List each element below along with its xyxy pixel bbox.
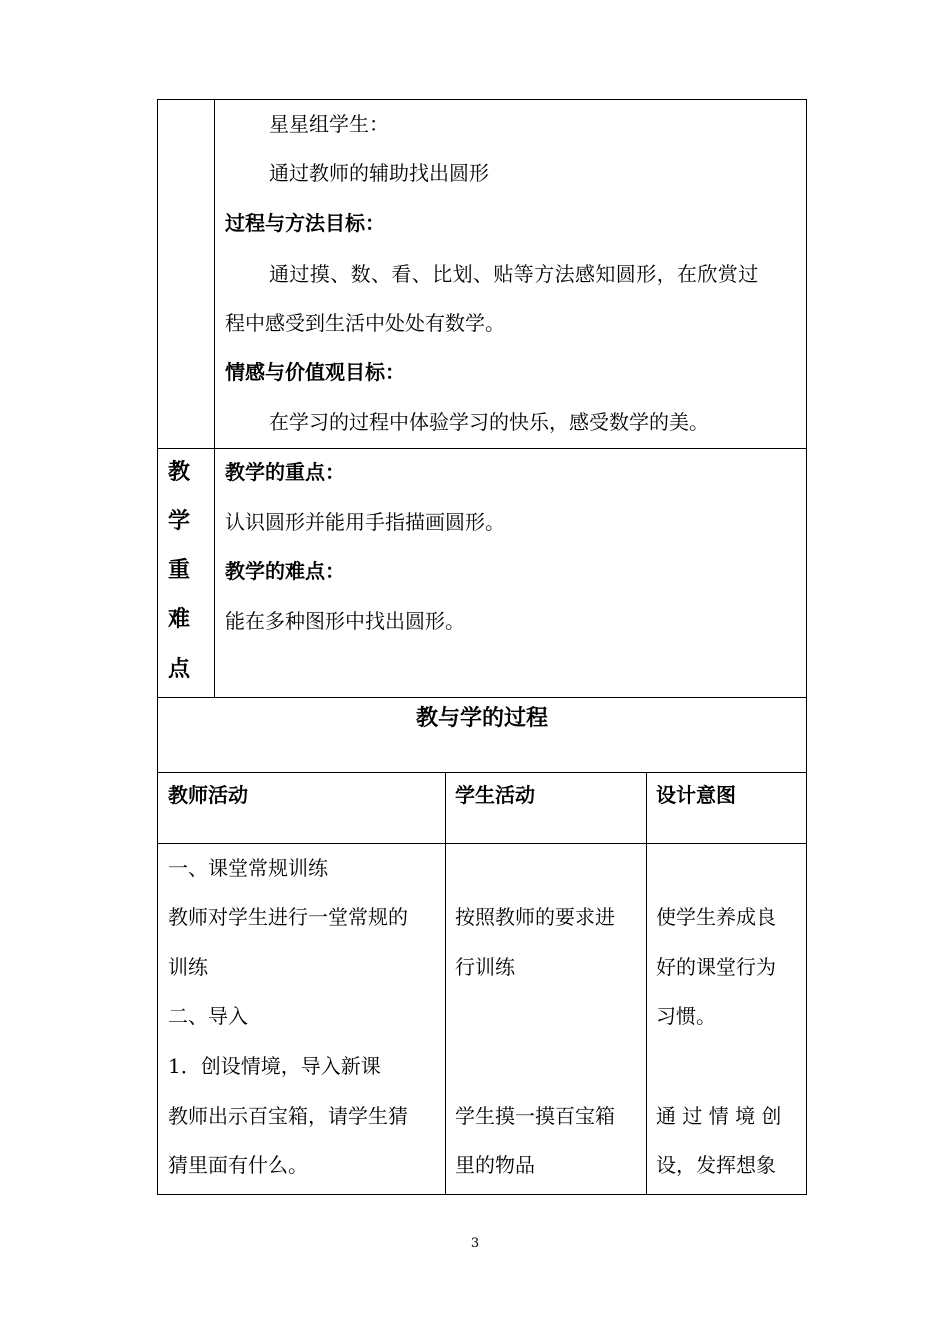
side-label-char-2: 学: [168, 508, 191, 534]
intent-line: 通 过 情 境 创: [656, 1104, 782, 1128]
student-line: 按照教师的要求进: [455, 905, 615, 929]
process-method-line-1: 通过摸、数、看、比划、贴等方法感知圆形，在欣赏过: [269, 262, 759, 286]
column-divider-1: [445, 772, 446, 1195]
row-divider-keypoints: [157, 697, 807, 698]
row-divider-column-headers: [157, 843, 807, 844]
teaching-focus-text: 认识圆形并能用手指描画圆形。: [225, 510, 505, 534]
table-right-border: [806, 99, 807, 1195]
column-header-intent: 设计意图: [656, 783, 736, 807]
student-line: 行训练: [455, 955, 515, 979]
table-bottom-border: [157, 1194, 807, 1195]
teaching-difficulty-text: 能在多种图形中找出圆形。: [225, 609, 465, 633]
teacher-line: 教师出示百宝箱，请学生猜: [168, 1104, 408, 1128]
teacher-line: 猜里面有什么。: [168, 1153, 308, 1177]
intent-line: 使学生养成良: [656, 905, 776, 929]
teacher-line: 训练: [168, 955, 208, 979]
row-divider-process-title: [157, 772, 807, 773]
student-line: 里的物品: [455, 1153, 535, 1177]
side-label-char-4: 难: [168, 606, 191, 632]
intent-line: 习惯。: [656, 1004, 716, 1028]
star-group-label: 星星组学生：: [269, 112, 389, 136]
teaching-focus-heading: 教学的重点：: [225, 460, 345, 484]
side-label-divider: [214, 99, 215, 698]
student-line: 学生摸一摸百宝箱: [455, 1104, 615, 1128]
row-divider-goals: [157, 448, 807, 449]
emotion-values-heading: 情感与价值观目标：: [225, 360, 405, 384]
side-label-char-5: 点: [168, 656, 191, 682]
teacher-line: 二、导入: [168, 1004, 248, 1028]
process-method-heading: 过程与方法目标：: [225, 211, 385, 235]
column-header-student: 学生活动: [455, 783, 535, 807]
column-header-teacher: 教师活动: [168, 783, 248, 807]
emotion-values-text: 在学习的过程中体验学习的快乐，感受数学的美。: [269, 410, 709, 434]
teaching-difficulty-heading: 教学的难点：: [225, 559, 345, 583]
intent-line: 设，发挥想象: [656, 1153, 776, 1177]
table-left-border: [157, 99, 158, 1195]
page-number: 3: [470, 1236, 480, 1251]
table-top-border: [157, 99, 807, 100]
process-method-line-2: 程中感受到生活中处处有数学。: [225, 311, 505, 335]
teacher-line: 教师对学生进行一堂常规的: [168, 905, 408, 929]
side-label-char-3: 重: [168, 557, 191, 583]
teacher-line: 一、课堂常规训练: [168, 856, 328, 880]
intent-line: 好的课堂行为: [656, 955, 776, 979]
star-group-text: 通过教师的辅助找出圆形: [269, 161, 489, 185]
column-divider-2: [646, 772, 647, 1195]
side-label-char-1: 教: [168, 459, 191, 485]
process-section-title: 教与学的过程: [415, 705, 548, 731]
teacher-line: 1．创设情境，导入新课: [168, 1054, 381, 1078]
